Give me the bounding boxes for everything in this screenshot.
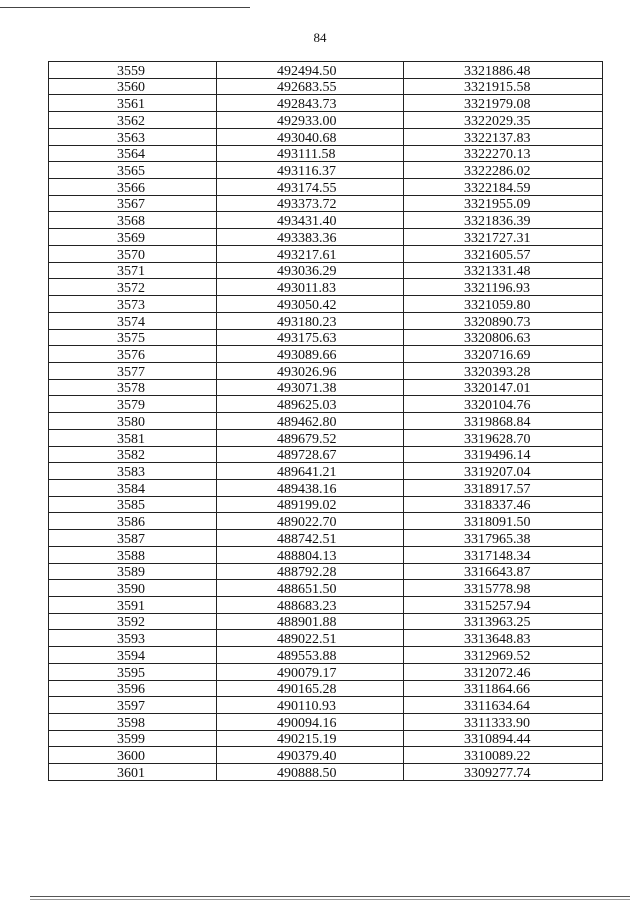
point-number-cell: 3563	[49, 128, 217, 145]
x-coordinate-cell: 492933.00	[217, 112, 404, 129]
table-row	[49, 580, 603, 597]
x-coordinate-cell: 488804.13	[217, 546, 404, 563]
table-row	[49, 730, 603, 747]
y-coordinate-cell: 3321979.08	[404, 95, 603, 112]
x-coordinate-cell: 489462.80	[217, 413, 404, 430]
table-row	[49, 429, 603, 446]
table-row	[49, 312, 603, 329]
table-row	[49, 179, 603, 196]
table-row	[49, 496, 603, 513]
y-coordinate-cell: 3318091.50	[404, 513, 603, 530]
point-number-cell: 3585	[49, 496, 217, 513]
point-number-cell: 3577	[49, 362, 217, 379]
point-number-cell: 3596	[49, 680, 217, 697]
table-row	[49, 112, 603, 129]
point-number-cell: 3583	[49, 463, 217, 480]
point-number-cell: 3597	[49, 697, 217, 714]
table-row	[49, 563, 603, 580]
x-coordinate-cell: 490110.93	[217, 697, 404, 714]
x-coordinate-cell: 493071.38	[217, 379, 404, 396]
x-coordinate-cell: 490379.40	[217, 747, 404, 764]
point-number-cell: 3576	[49, 346, 217, 363]
point-number-cell: 3575	[49, 329, 217, 346]
table-row	[49, 128, 603, 145]
table-row	[49, 597, 603, 614]
y-coordinate-cell: 3321955.09	[404, 195, 603, 212]
x-coordinate-cell: 490079.17	[217, 663, 404, 680]
y-coordinate-cell: 3320147.01	[404, 379, 603, 396]
point-number-cell: 3562	[49, 112, 217, 129]
top-rule	[0, 7, 250, 8]
point-number-cell: 3567	[49, 195, 217, 212]
point-number-cell: 3568	[49, 212, 217, 229]
table-row	[49, 479, 603, 496]
x-coordinate-cell: 488792.28	[217, 563, 404, 580]
point-number-cell: 3580	[49, 413, 217, 430]
table-row	[49, 195, 603, 212]
table-row	[49, 714, 603, 731]
table-row	[49, 413, 603, 430]
coordinates-table-body	[49, 62, 603, 781]
y-coordinate-cell: 3310089.22	[404, 747, 603, 764]
y-coordinate-cell: 3315257.94	[404, 597, 603, 614]
x-coordinate-cell: 493036.29	[217, 262, 404, 279]
y-coordinate-cell: 3321196.93	[404, 279, 603, 296]
y-coordinate-cell: 3321331.48	[404, 262, 603, 279]
y-coordinate-cell: 3313963.25	[404, 613, 603, 630]
y-coordinate-cell: 3321915.58	[404, 78, 603, 95]
table-row	[49, 647, 603, 664]
point-number-cell: 3565	[49, 162, 217, 179]
table-row	[49, 346, 603, 363]
point-number-cell: 3574	[49, 312, 217, 329]
x-coordinate-cell: 493050.42	[217, 296, 404, 313]
y-coordinate-cell: 3321605.57	[404, 245, 603, 262]
table-row	[49, 62, 603, 79]
table-row	[49, 279, 603, 296]
x-coordinate-cell: 493116.37	[217, 162, 404, 179]
x-coordinate-cell: 493431.40	[217, 212, 404, 229]
table-row	[49, 764, 603, 781]
x-coordinate-cell: 493111.58	[217, 145, 404, 162]
x-coordinate-cell: 489022.51	[217, 630, 404, 647]
table-row	[49, 229, 603, 246]
y-coordinate-cell: 3321059.80	[404, 296, 603, 313]
x-coordinate-cell: 493373.72	[217, 195, 404, 212]
y-coordinate-cell: 3317965.38	[404, 530, 603, 547]
table-row	[49, 697, 603, 714]
table-row	[49, 613, 603, 630]
y-coordinate-cell: 3319868.84	[404, 413, 603, 430]
table-row	[49, 329, 603, 346]
point-number-cell: 3594	[49, 647, 217, 664]
table-row	[49, 296, 603, 313]
y-coordinate-cell: 3313648.83	[404, 630, 603, 647]
point-number-cell: 3586	[49, 513, 217, 530]
x-coordinate-cell: 490215.19	[217, 730, 404, 747]
x-coordinate-cell: 488901.88	[217, 613, 404, 630]
y-coordinate-cell: 3320393.28	[404, 362, 603, 379]
table-row	[49, 747, 603, 764]
point-number-cell: 3570	[49, 245, 217, 262]
table-row	[49, 162, 603, 179]
point-number-cell: 3579	[49, 396, 217, 413]
table-row	[49, 212, 603, 229]
x-coordinate-cell: 489641.21	[217, 463, 404, 480]
point-number-cell: 3582	[49, 446, 217, 463]
x-coordinate-cell: 489199.02	[217, 496, 404, 513]
y-coordinate-cell: 3322270.13	[404, 145, 603, 162]
x-coordinate-cell: 488651.50	[217, 580, 404, 597]
x-coordinate-cell: 489625.03	[217, 396, 404, 413]
y-coordinate-cell: 3320716.69	[404, 346, 603, 363]
y-coordinate-cell: 3320104.76	[404, 396, 603, 413]
x-coordinate-cell: 488742.51	[217, 530, 404, 547]
table-row	[49, 663, 603, 680]
x-coordinate-cell: 492843.73	[217, 95, 404, 112]
y-coordinate-cell: 3312969.52	[404, 647, 603, 664]
point-number-cell: 3564	[49, 145, 217, 162]
x-coordinate-cell: 490094.16	[217, 714, 404, 731]
point-number-cell: 3590	[49, 580, 217, 597]
point-number-cell: 3587	[49, 530, 217, 547]
y-coordinate-cell: 3310894.44	[404, 730, 603, 747]
x-coordinate-cell: 493180.23	[217, 312, 404, 329]
y-coordinate-cell: 3316643.87	[404, 563, 603, 580]
table-row	[49, 396, 603, 413]
y-coordinate-cell: 3322029.35	[404, 112, 603, 129]
y-coordinate-cell: 3322184.59	[404, 179, 603, 196]
y-coordinate-cell: 3311864.66	[404, 680, 603, 697]
point-number-cell: 3559	[49, 62, 217, 79]
x-coordinate-cell: 493011.83	[217, 279, 404, 296]
y-coordinate-cell: 3321836.39	[404, 212, 603, 229]
x-coordinate-cell: 490888.50	[217, 764, 404, 781]
page-number: 84	[313, 30, 327, 45]
x-coordinate-cell: 488683.23	[217, 597, 404, 614]
x-coordinate-cell: 489553.88	[217, 647, 404, 664]
x-coordinate-cell: 490165.28	[217, 680, 404, 697]
point-number-cell: 3572	[49, 279, 217, 296]
x-coordinate-cell: 489679.52	[217, 429, 404, 446]
y-coordinate-cell: 3322137.83	[404, 128, 603, 145]
point-number-cell: 3578	[49, 379, 217, 396]
table-row	[49, 463, 603, 480]
point-number-cell: 3581	[49, 429, 217, 446]
point-number-cell: 3593	[49, 630, 217, 647]
y-coordinate-cell: 3321727.31	[404, 229, 603, 246]
y-coordinate-cell: 3321886.48	[404, 62, 603, 79]
y-coordinate-cell: 3319496.14	[404, 446, 603, 463]
table-row	[49, 630, 603, 647]
point-number-cell: 3571	[49, 262, 217, 279]
y-coordinate-cell: 3312072.46	[404, 663, 603, 680]
point-number-cell: 3598	[49, 714, 217, 731]
x-coordinate-cell: 493383.36	[217, 229, 404, 246]
x-coordinate-cell: 492683.55	[217, 78, 404, 95]
point-number-cell: 3595	[49, 663, 217, 680]
table-row	[49, 78, 603, 95]
point-number-cell: 3589	[49, 563, 217, 580]
point-number-cell: 3566	[49, 179, 217, 196]
point-number-cell: 3601	[49, 764, 217, 781]
point-number-cell: 3573	[49, 296, 217, 313]
table-row	[49, 245, 603, 262]
bottom-rule-secondary	[30, 899, 630, 900]
y-coordinate-cell: 3320806.63	[404, 329, 603, 346]
y-coordinate-cell: 3319207.04	[404, 463, 603, 480]
y-coordinate-cell: 3319628.70	[404, 429, 603, 446]
x-coordinate-cell: 489022.70	[217, 513, 404, 530]
table-row	[49, 513, 603, 530]
point-number-cell: 3600	[49, 747, 217, 764]
point-number-cell: 3591	[49, 597, 217, 614]
point-number-cell: 3588	[49, 546, 217, 563]
table-row	[49, 530, 603, 547]
point-number-cell: 3561	[49, 95, 217, 112]
x-coordinate-cell: 489728.67	[217, 446, 404, 463]
y-coordinate-cell: 3315778.98	[404, 580, 603, 597]
point-number-cell: 3599	[49, 730, 217, 747]
y-coordinate-cell: 3311634.64	[404, 697, 603, 714]
y-coordinate-cell: 3318917.57	[404, 479, 603, 496]
y-coordinate-cell: 3311333.90	[404, 714, 603, 731]
y-coordinate-cell: 3318337.46	[404, 496, 603, 513]
point-number-cell: 3584	[49, 479, 217, 496]
coordinates-table	[48, 61, 603, 781]
y-coordinate-cell: 3317148.34	[404, 546, 603, 563]
table-row	[49, 446, 603, 463]
table-row	[49, 680, 603, 697]
y-coordinate-cell: 3309277.74	[404, 764, 603, 781]
table-row	[49, 362, 603, 379]
table-row	[49, 546, 603, 563]
x-coordinate-cell: 492494.50	[217, 62, 404, 79]
table-row	[49, 95, 603, 112]
x-coordinate-cell: 489438.16	[217, 479, 404, 496]
y-coordinate-cell: 3320890.73	[404, 312, 603, 329]
y-coordinate-cell: 3322286.02	[404, 162, 603, 179]
table-row	[49, 145, 603, 162]
x-coordinate-cell: 493217.61	[217, 245, 404, 262]
x-coordinate-cell: 493175.63	[217, 329, 404, 346]
point-number-cell: 3569	[49, 229, 217, 246]
point-number-cell: 3592	[49, 613, 217, 630]
table-row	[49, 262, 603, 279]
point-number-cell: 3560	[49, 78, 217, 95]
table-row	[49, 379, 603, 396]
x-coordinate-cell: 493026.96	[217, 362, 404, 379]
x-coordinate-cell: 493040.68	[217, 128, 404, 145]
bottom-rule	[30, 896, 630, 897]
x-coordinate-cell: 493174.55	[217, 179, 404, 196]
x-coordinate-cell: 493089.66	[217, 346, 404, 363]
